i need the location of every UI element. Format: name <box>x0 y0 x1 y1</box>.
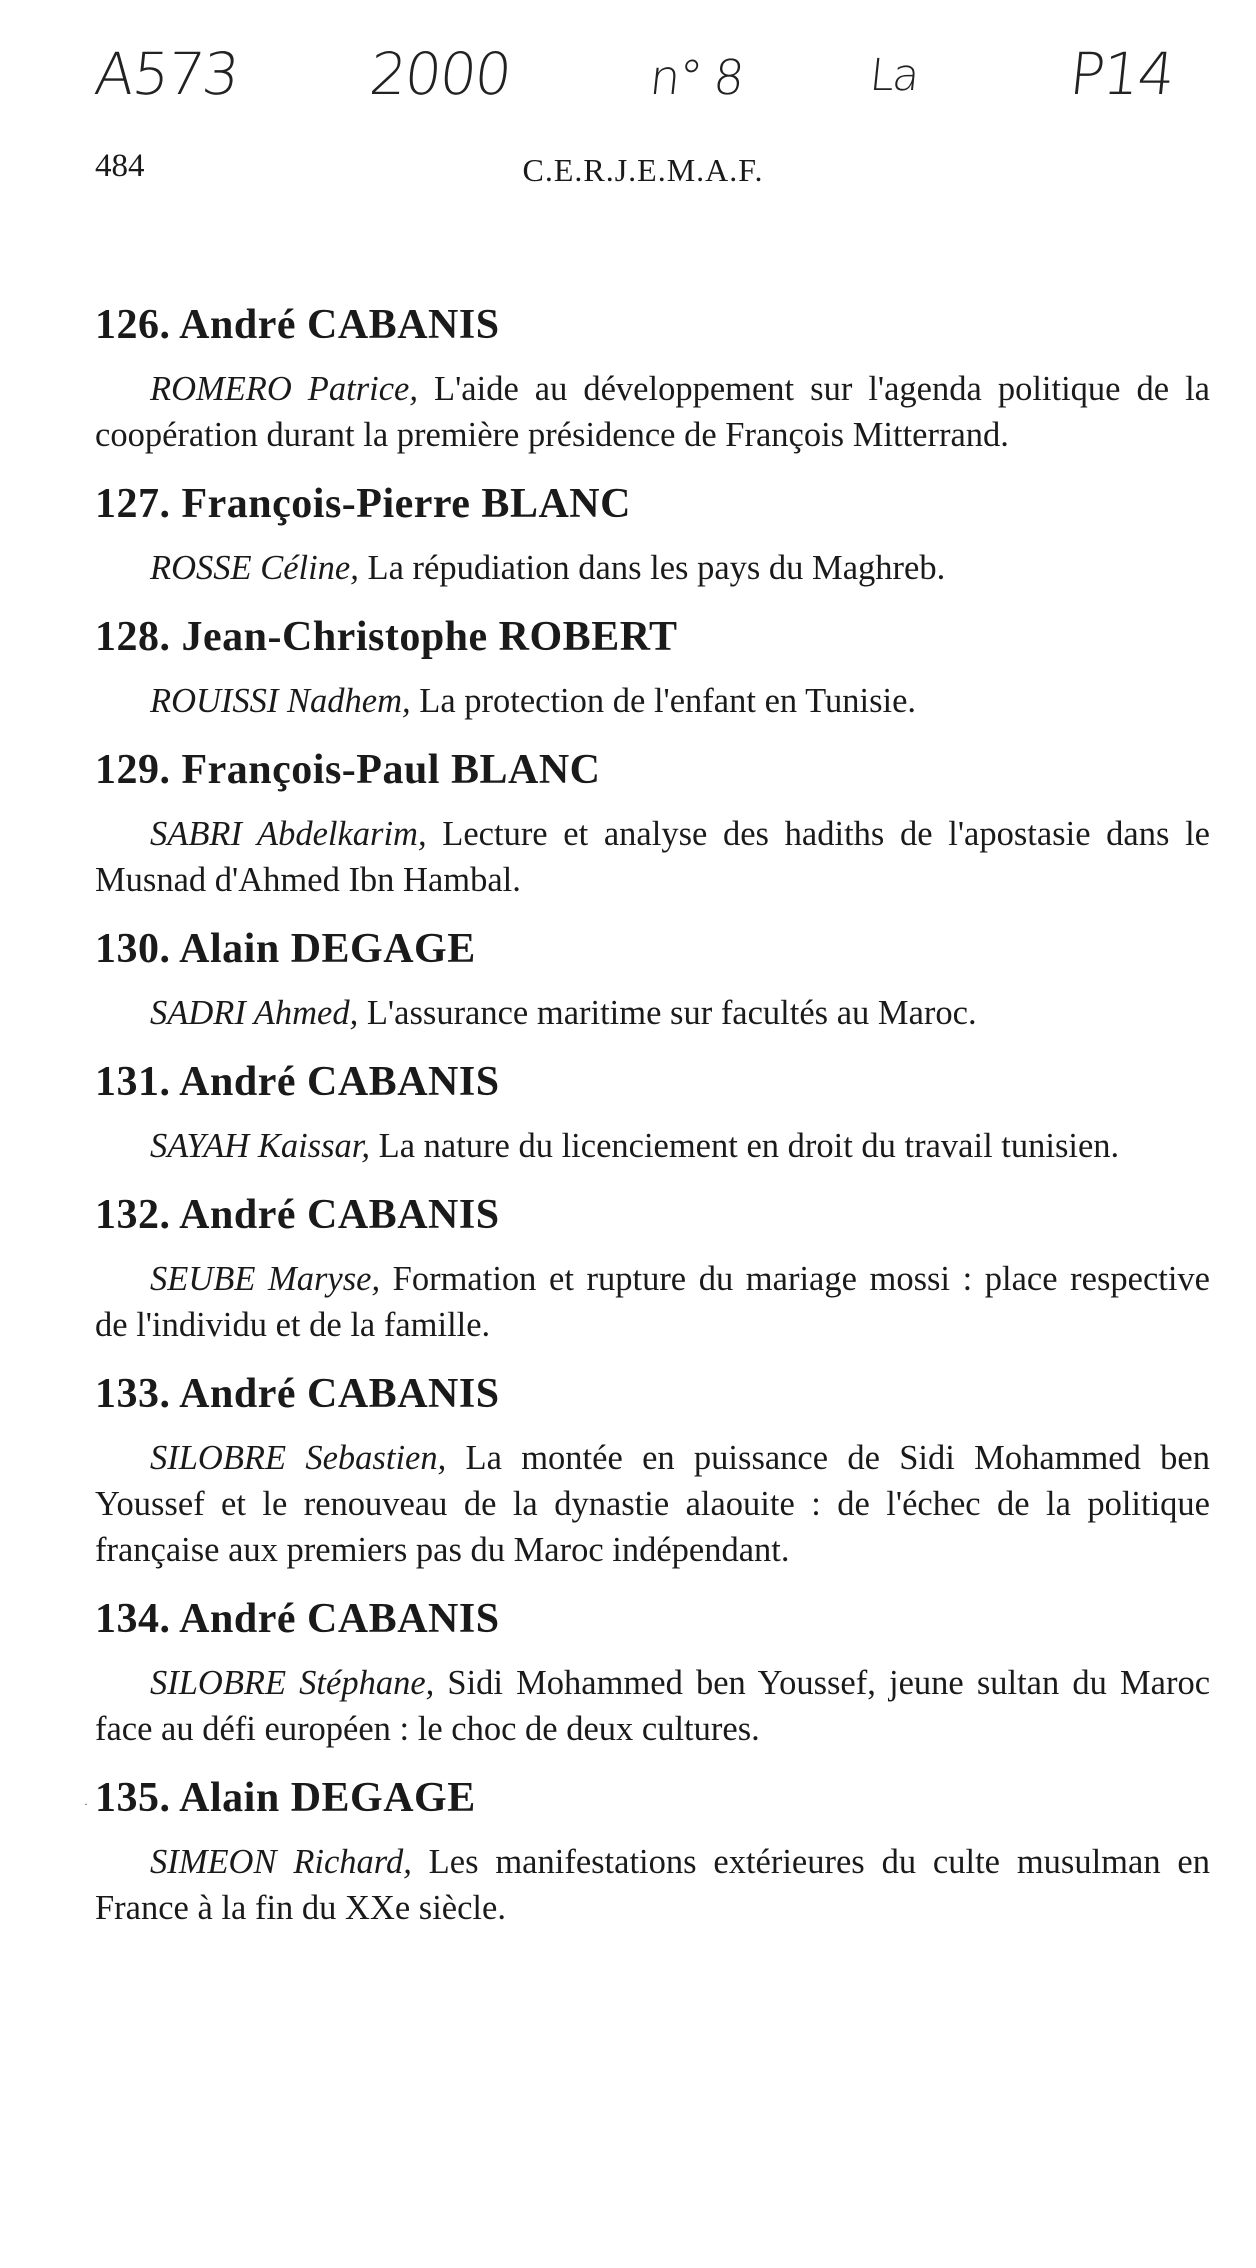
thesis-citation <box>95 545 1210 591</box>
thesis-director: 135. Alain DEGAGE <box>95 1775 476 1821</box>
thesis-citation <box>95 366 1210 458</box>
thesis-citation <box>95 678 1210 724</box>
thesis-director: 134. André CABANIS <box>95 1596 500 1642</box>
thesis-citation <box>95 1256 1210 1348</box>
thesis-author: SADRI Ahmed, <box>150 994 359 1032</box>
thesis-director: 127. François-Pierre BLANC <box>95 481 631 527</box>
thesis-author: SEUBE Maryse, <box>150 1260 381 1298</box>
handwritten-note-1: A573 <box>91 40 241 108</box>
thesis-director: 132. André CABANIS <box>95 1192 500 1238</box>
thesis-author: ROUISSI Nadhem, <box>150 682 411 720</box>
thesis-citation <box>95 1660 1210 1752</box>
list-item <box>95 1185 1210 1348</box>
handwritten-note-4: La <box>867 50 921 101</box>
running-title: C.E.R.J.E.M.A.F. <box>522 152 764 188</box>
thesis-author: ROMERO Patrice, <box>150 370 418 408</box>
list-item <box>95 295 1210 458</box>
thesis-author: SILOBRE Stéphane, <box>150 1664 435 1702</box>
thesis-citation <box>95 811 1210 903</box>
thesis-title: L'aide au développement sur l'agenda politique de la coopération durant la première présidence de François Mitterrand. <box>95 370 1210 454</box>
thesis-citation <box>95 1123 1210 1169</box>
thesis-title: La montée en puissance de Sidi Mohammed ben Youssef et le renouveau de la dynastie alaouite : de l'échec de la politique française aux premiers pas du Maroc indépendant. <box>95 1439 1210 1569</box>
thesis-citation <box>95 1435 1210 1573</box>
list-item <box>95 740 1210 903</box>
thesis-title: La répudiation dans les pays du Maghreb. <box>358 549 946 587</box>
list-item <box>95 474 1210 591</box>
thesis-title: La nature du licenciement en droit du travail tunisien. <box>370 1127 1120 1165</box>
thesis-title: Les manifestations extérieures du culte musulman en France à la fin du XXe siècle. <box>95 1843 1210 1927</box>
list-item <box>95 919 1210 1036</box>
thesis-director: 129. François-Paul BLANC <box>95 747 601 793</box>
list-item <box>95 1052 1210 1169</box>
list-item <box>95 1364 1210 1573</box>
list-item <box>95 607 1210 724</box>
thesis-author: SIMEON Richard, <box>150 1843 412 1881</box>
thesis-director: 131. André CABANIS <box>95 1059 500 1105</box>
list-item <box>95 1589 1210 1752</box>
thesis-director: 128. Jean-Christophe ROBERT <box>95 614 678 660</box>
thesis-author: SABRI Abdelkarim, <box>150 815 427 853</box>
handwritten-note-3: n° 8 <box>647 50 746 106</box>
list-item <box>95 1768 1210 1931</box>
thesis-title: La protection de l'enfant en Tunisie. <box>410 682 917 720</box>
thesis-title: L'assurance maritime sur facultés au Maroc. <box>358 994 977 1032</box>
thesis-title: Formation et rupture du mariage mossi : place respective de l'individu et de la famille. <box>95 1260 1210 1344</box>
thesis-author: SAYAH Kaissar, <box>150 1127 370 1165</box>
page-number: 484 <box>95 148 145 184</box>
thesis-citation <box>95 1839 1210 1931</box>
scan-speck: · <box>84 1797 88 1811</box>
thesis-title: Lecture et analyse des hadiths de l'apostasie dans le Musnad d'Ahmed Ibn Hambal. <box>95 815 1210 899</box>
thesis-list <box>95 295 1210 1931</box>
thesis-author: ROSSE Céline, <box>150 549 359 587</box>
handwritten-note-5: P14 <box>1066 40 1177 108</box>
thesis-director: 133. André CABANIS <box>95 1371 500 1417</box>
thesis-director: 126. André CABANIS <box>95 302 500 348</box>
thesis-citation <box>95 990 1210 1036</box>
thesis-title: Sidi Mohammed ben Youssef, jeune sultan du Maroc face au défi européen : le choc de deux cultures. <box>95 1664 1211 1748</box>
thesis-author: SILOBRE Sebastien, <box>150 1439 447 1477</box>
handwritten-note-2: 2000 <box>366 40 514 108</box>
thesis-director: 130. Alain DEGAGE <box>95 926 476 972</box>
